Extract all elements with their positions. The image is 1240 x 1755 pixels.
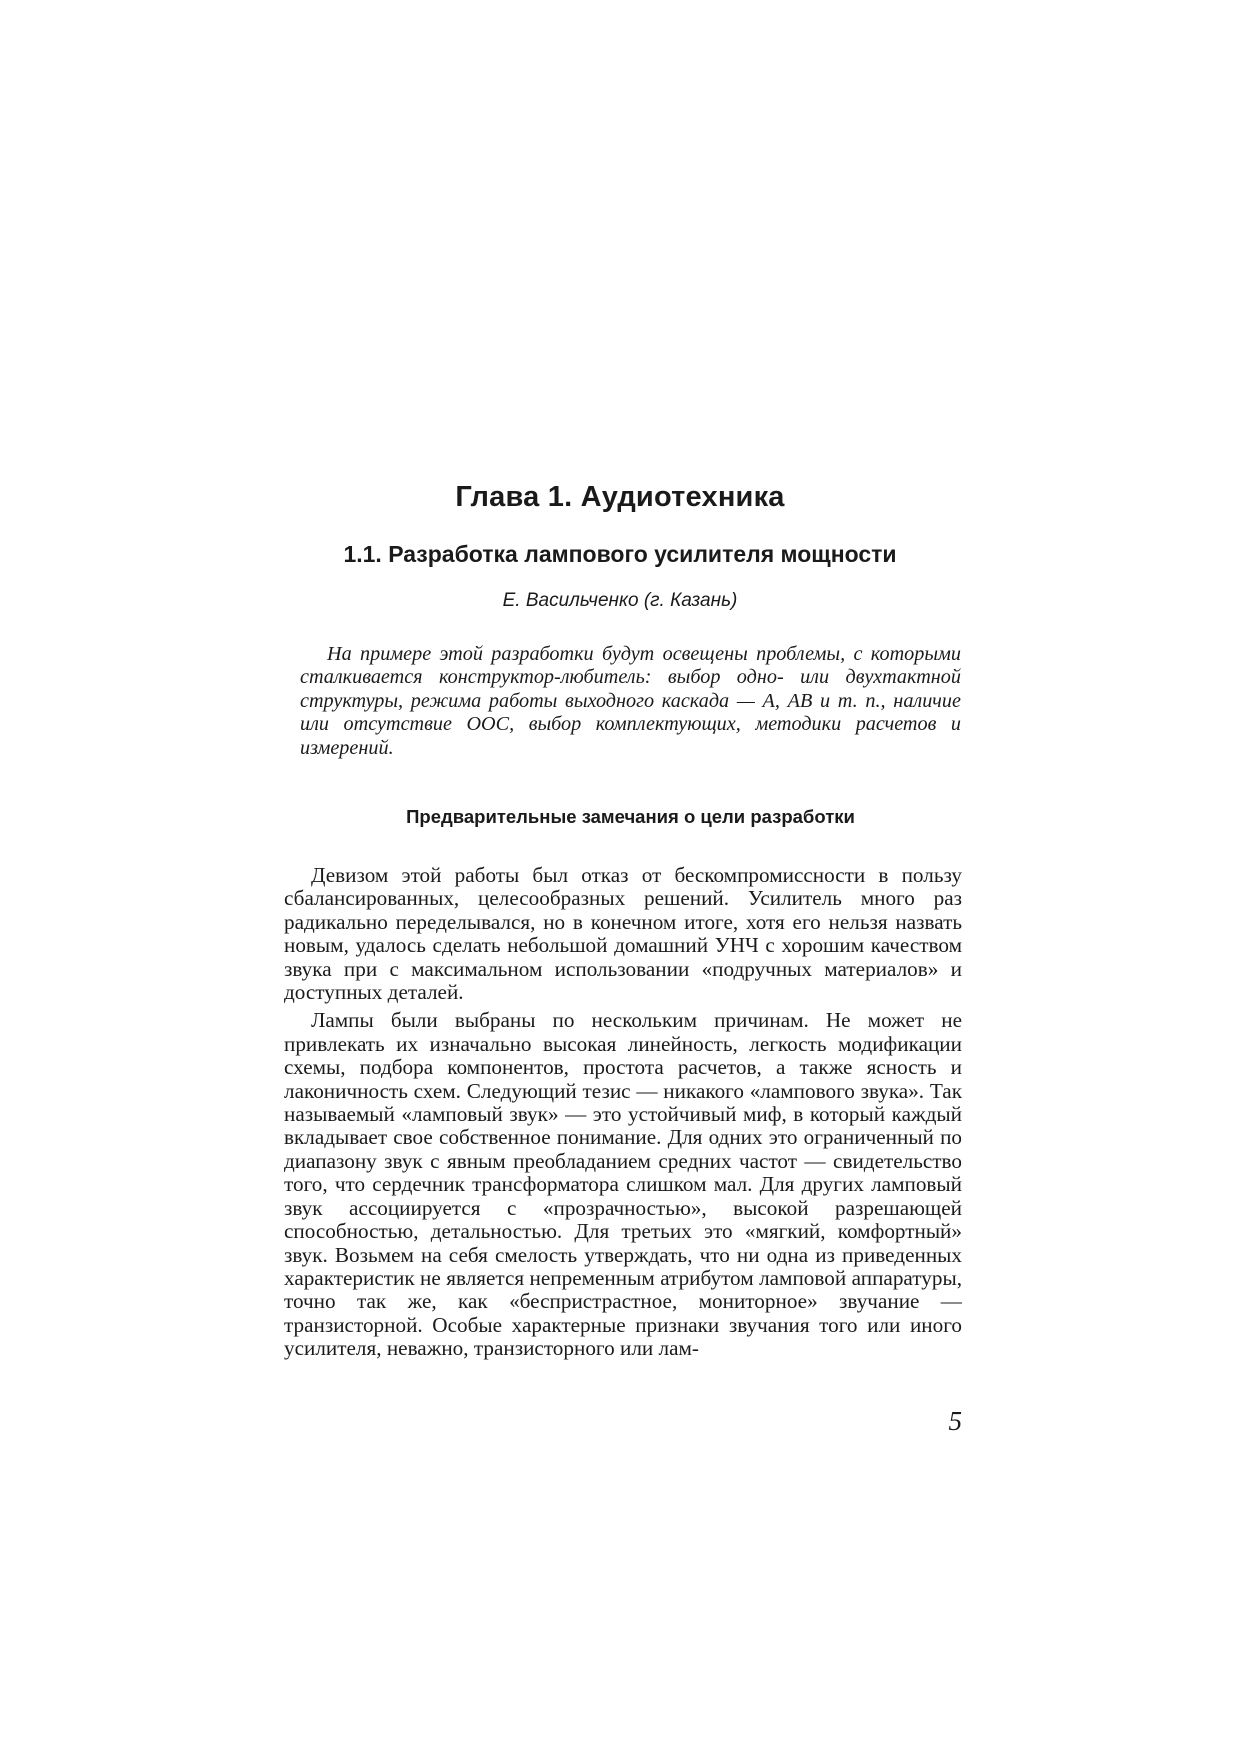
chapter-title: Глава 1. Аудиотехника xyxy=(455,481,785,513)
body-paragraph: Девизом этой работы был отказ от бескомпромиссности в пользу сбалансированных, целесообразных решений. Усилитель много раз радикально переделывался, но в конечном итоге, хотя его нельзя назвать новым, удалось сделать небольшой домашний УНЧ с хорошим качеством звука при с максимальном использовании «подручных материалов» и доступных деталей. xyxy=(284,863,962,1005)
body-text xyxy=(284,864,962,1361)
abstract: На примере этой разработки будут освещены проблемы, с которыми сталкивается конструктор-любитель: выбор одно- или двухтактной структуры, режима работы выходного каскада — А, АВ и т. п., наличие или отсутствие ООС, выбор комплектующих, методики расчетов и измерений. xyxy=(300,643,961,759)
section-title: 1.1. Разработка лампового усилителя мощности xyxy=(343,541,897,567)
subsection-title: Предварительные замечания о цели разработки xyxy=(406,806,855,827)
page-number: 5 xyxy=(948,1406,962,1436)
body-paragraph: Лампы были выбраны по нескольким причинам. Не может не привлекать их изначально высокая линейность, легкость модификации схемы, подбора компонентов, простота расчетов, а также ясность и лаконичность схем. Следующий тезис — никакого «лампового звука». Так называемый «ламповый звук» — это устойчивый миф, в который каждый вкладывает свое собственное понимание. Для одних это ограниченный по диапазону звук с явным преобладанием средних частот — свидетельство того, что сердечник трансформатора слишком мал. Для других ламповый звук ассоциируется с «прозрачностью», высокой разрешающей способностью, детальностью. Для третьих это «мягкий, комфортный» звук. Возьмем на себя смелость утверждать, что ни одна из приведенных характеристик не является непременным атрибутом ламповой аппаратуры, точно так же, как «беспристрастное, мониторное» звучание — транзисторной. Особые характерные признаки звучания того или иного усилителя, неважно, транзисторного или лам- xyxy=(284,1008,962,1361)
author-line: Е. Васильченко (г. Казань) xyxy=(502,590,738,611)
